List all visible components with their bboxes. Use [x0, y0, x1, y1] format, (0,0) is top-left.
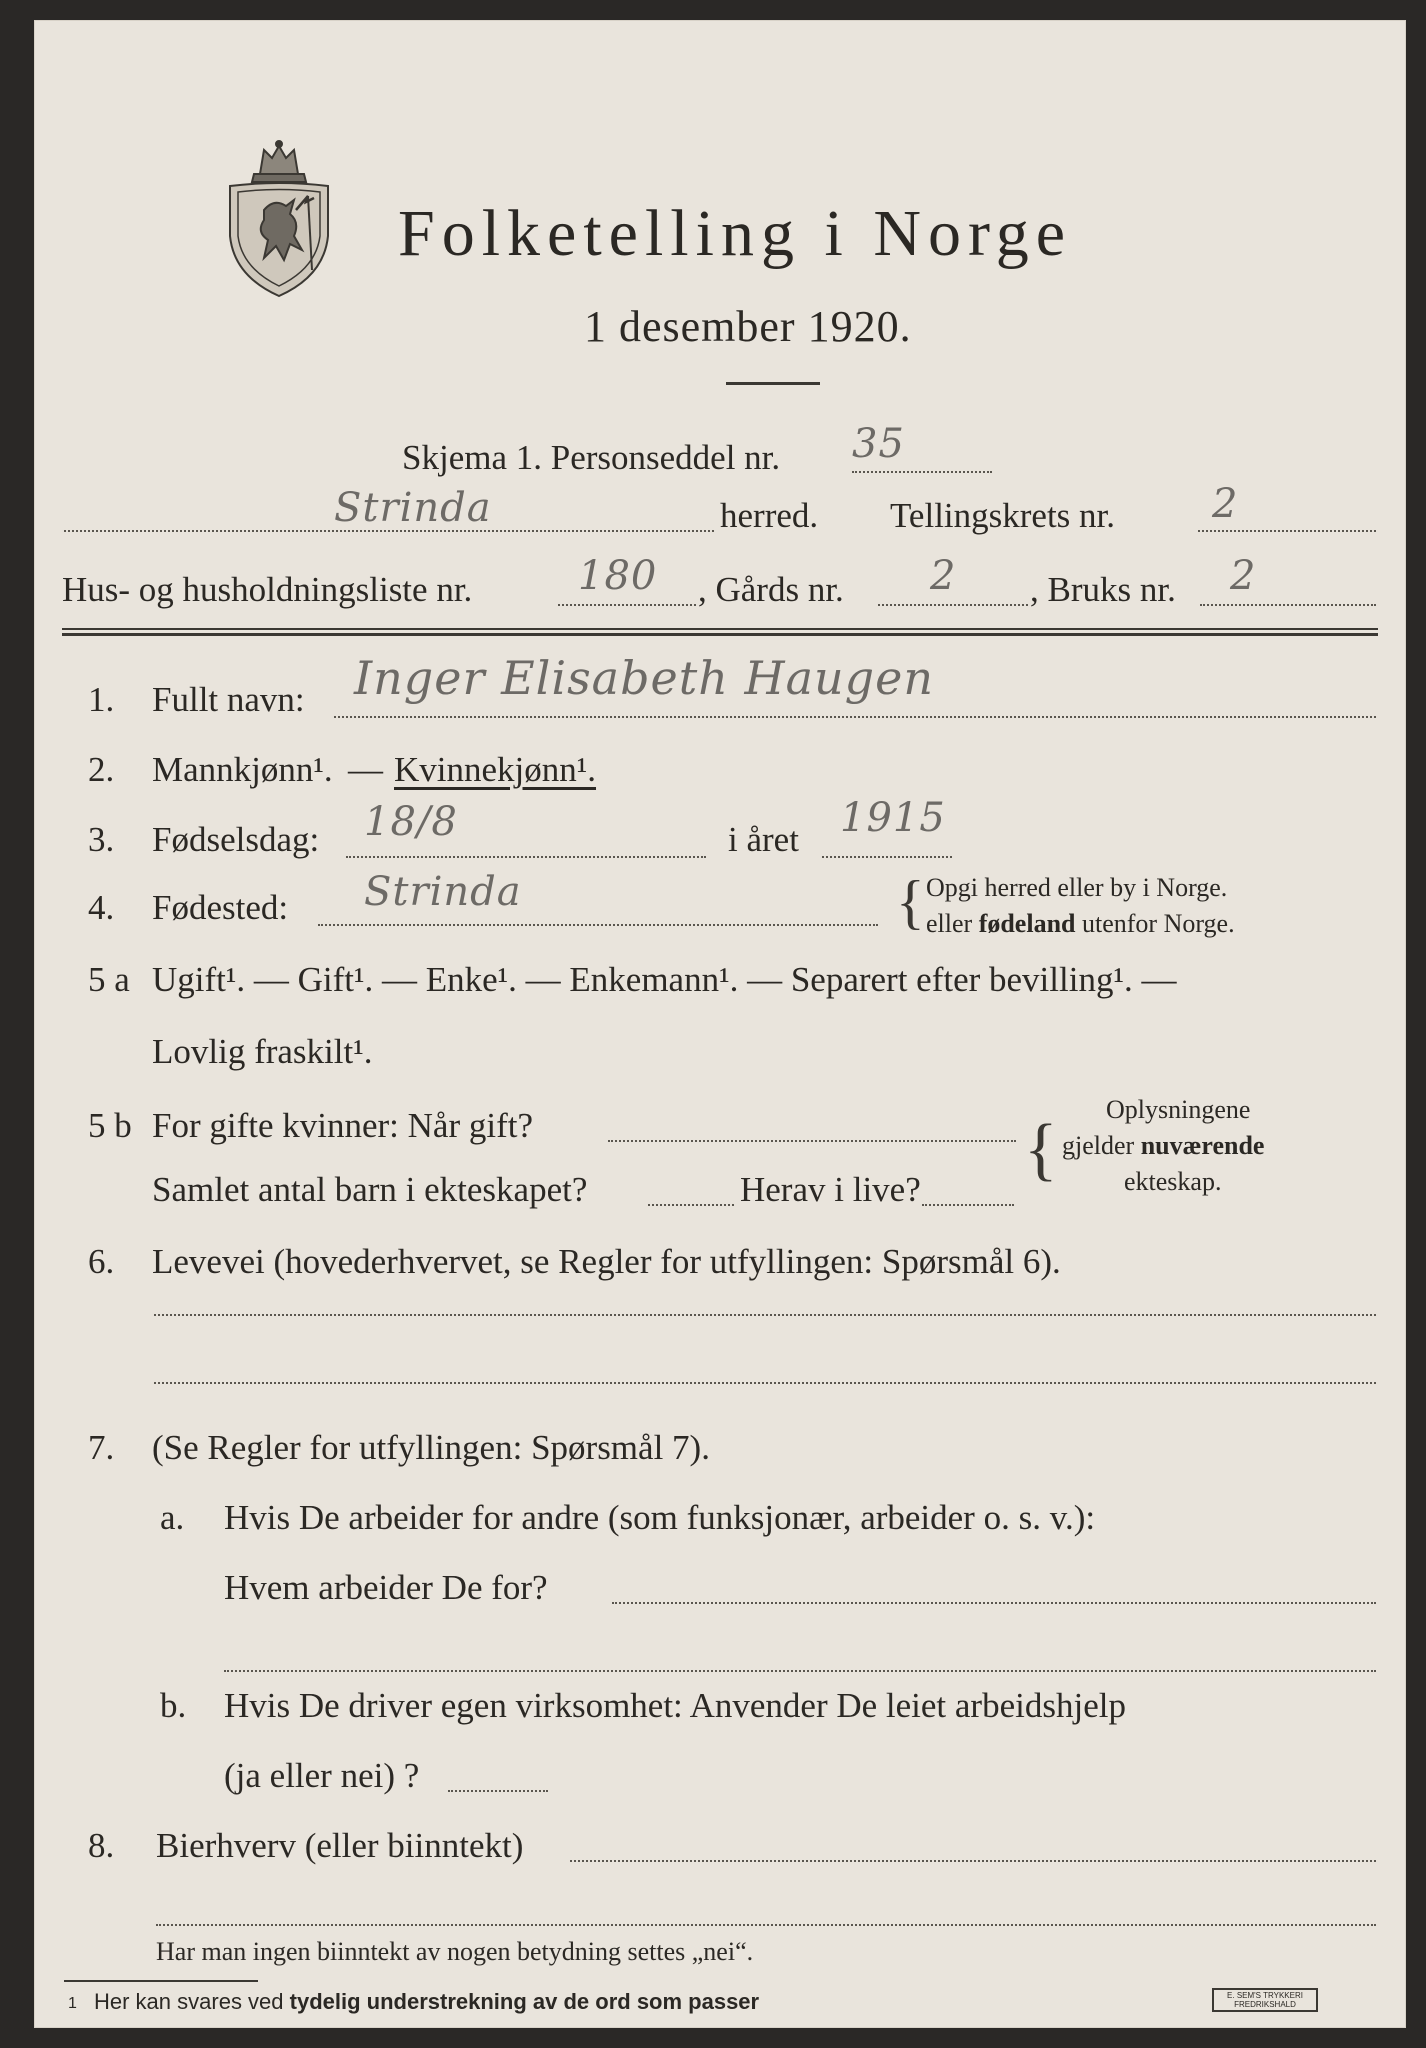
q6-line1 — [154, 1314, 1376, 1316]
q2-female-option[interactable]: Kvinnekjønn¹. — [394, 750, 597, 789]
header-rule-top — [62, 628, 1378, 630]
q5b-note-line2: gjelder nuværende — [1062, 1131, 1265, 1160]
gards-line — [878, 604, 1028, 606]
q3-year-label: i året — [728, 820, 799, 859]
q5b-children-line — [648, 1204, 734, 1206]
bruks-label: , Bruks nr. — [1030, 570, 1176, 609]
q2-number: 2. — [88, 750, 115, 789]
tellingskrets-value[interactable]: 2 — [1212, 481, 1239, 527]
q5a-options-line1[interactable]: Ugift¹. — Gift¹. — Enke¹. — Enkemann¹. — Separert efter bevilling¹. — — [152, 960, 1177, 999]
q4-note-brace: { — [896, 869, 925, 935]
q7a-letter: a. — [160, 1498, 185, 1537]
q7a-question: Hvis De arbeider for andre (som funksjonær, arbeider o. s. v.): — [224, 1498, 1096, 1537]
q7-label: (Se Regler for utfyllingen: Spørsmål 7). — [152, 1428, 710, 1467]
schema-label: Skjema 1. Personseddel nr. — [402, 438, 781, 477]
census-date: 1 desember 1920. — [584, 302, 912, 351]
q3-label: Fødselsdag: — [152, 820, 320, 859]
q7b-question: Hvis De driver egen virksomhet: Anvender De leiet arbeidshjelp — [224, 1686, 1126, 1725]
bruks-value[interactable]: 2 — [1230, 553, 1257, 599]
form-title: Folketelling i Norge — [398, 197, 1073, 270]
q7a-employer-line2 — [224, 1670, 1376, 1672]
household-list-label: Hus- og husholdningsliste nr. — [62, 570, 473, 609]
printer-stamp — [1212, 1988, 1318, 2012]
q7b-letter: b. — [160, 1686, 187, 1725]
q5b-note-line1: Oplysningene — [1106, 1095, 1251, 1124]
q5b-alive-line — [922, 1204, 1014, 1206]
q6-number: 6. — [88, 1242, 115, 1281]
q2-separator: — — [348, 750, 383, 789]
q4-note-line1: Opgi herred eller by i Norge. — [926, 873, 1228, 902]
header-rule-bottom — [62, 633, 1378, 636]
gards-label: , Gårds nr. — [698, 570, 844, 609]
q2-male-option[interactable]: Mannkjønn¹. — [152, 750, 333, 789]
q7b-yes-no-label: (ja eller nei) ? — [224, 1756, 420, 1795]
q3-number: 3. — [88, 820, 115, 859]
q8-label: Bierhverv (eller biinntekt) — [156, 1826, 524, 1865]
q4-birthplace-value[interactable]: Strinda — [364, 869, 522, 915]
household-list-line — [558, 604, 696, 606]
q4-label: Fødested: — [152, 888, 289, 927]
bruks-line — [1200, 604, 1376, 606]
coat-of-arms-icon — [224, 140, 334, 298]
q5b-alive-label: Herav i live? — [740, 1170, 921, 1209]
gards-value[interactable]: 2 — [930, 553, 957, 599]
herred-label: herred. — [720, 496, 819, 535]
q8-line1 — [570, 1860, 1376, 1862]
q6-line2 — [154, 1382, 1376, 1384]
q5b-married-when-line — [608, 1140, 1016, 1142]
title-divider — [726, 382, 820, 385]
q5a-number: 5 a — [88, 960, 130, 999]
q4-note-line2: eller fødeland utenfor Norge. — [926, 909, 1235, 938]
q1-line — [334, 716, 1376, 718]
q5b-number: 5 b — [88, 1106, 132, 1145]
q4-line — [318, 924, 878, 926]
q3-year-value[interactable]: 1915 — [840, 795, 946, 841]
bottom-note: Har man ingen biinntekt av nogen betydning settes „nei“. — [156, 1937, 754, 1966]
q1-label: Fullt navn: — [152, 680, 305, 719]
q3-birthday-line — [346, 856, 706, 858]
q5b-note-brace: { — [1024, 1111, 1058, 1188]
footnote-rule — [64, 1980, 258, 1982]
q5b-children-label: Samlet antal barn i ekteskapet? — [152, 1170, 588, 1209]
q8-number: 8. — [88, 1826, 115, 1865]
q8-line2 — [156, 1924, 1376, 1926]
q1-full-name-value[interactable]: Inger Elisabeth Haugen — [354, 651, 934, 705]
q6-label: Levevei (hovederhvervet, se Regler for utfyllingen: Spørsmål 6). — [152, 1242, 1061, 1281]
tellingskrets-line — [1198, 530, 1376, 532]
q7a-employer-label: Hvem arbeider De for? — [224, 1568, 548, 1607]
tellingskrets-label: Tellingskrets nr. — [890, 496, 1116, 535]
q5a-options-line2[interactable]: Lovlig fraskilt¹. — [152, 1032, 373, 1071]
printer-stamp-line2: FREDRIKSHALD — [1234, 2000, 1296, 2009]
footnote-mark: 1 — [68, 1995, 77, 2012]
q3-birthday-value[interactable]: 18/8 — [364, 799, 458, 845]
q1-number: 1. — [88, 680, 115, 719]
schema-number-value[interactable]: 35 — [852, 421, 905, 467]
q7-number: 7. — [88, 1428, 115, 1467]
census-form-page — [34, 20, 1406, 2028]
footnote-text: Her kan svares ved tydelig understrekning av de ord som passer — [94, 1989, 760, 2014]
q7a-employer-line1 — [612, 1602, 1376, 1604]
q7b-yes-no-line — [448, 1790, 548, 1792]
q3-year-line — [822, 856, 952, 858]
q5b-married-when-label: For gifte kvinner: Når gift? — [152, 1106, 534, 1145]
printer-stamp-line1: E. SEM'S TRYKKERI — [1227, 1991, 1303, 2000]
q5b-note-line3: ekteskap. — [1124, 1167, 1222, 1196]
schema-number-line — [852, 471, 992, 473]
household-list-value[interactable]: 180 — [578, 553, 658, 599]
herred-value[interactable]: Strinda — [334, 485, 492, 531]
q4-number: 4. — [88, 888, 115, 927]
